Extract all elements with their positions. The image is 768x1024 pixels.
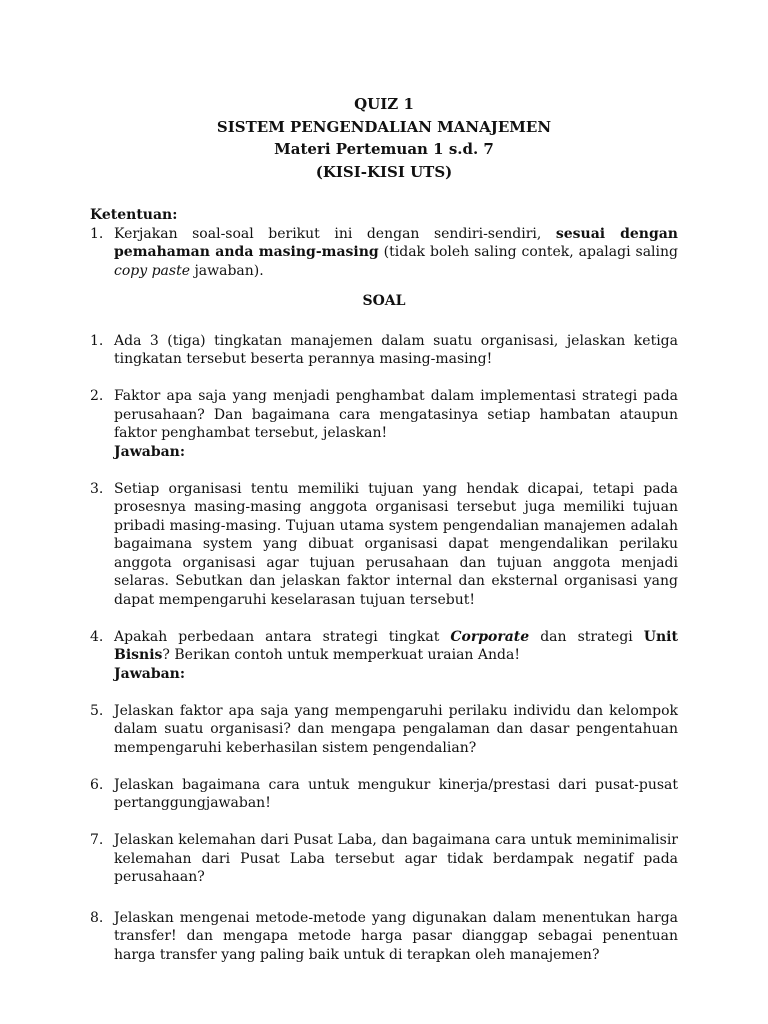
question-number: 2. — [90, 388, 104, 404]
quiz-title: QUIZ 1 — [354, 95, 414, 113]
question-text: Apakah perbedaan antara strategi tingkat — [114, 628, 451, 645]
answer-label: Jawaban: — [114, 665, 186, 682]
questions-list — [90, 332, 678, 965]
question-text: ? Berikan contoh untuk memperkuat uraian Anda! — [162, 647, 520, 663]
question-number: 8. — [90, 909, 104, 926]
document-header — [90, 93, 678, 183]
question-number: 5. — [90, 702, 104, 719]
rule-text: (tidak boleh saling contek, apalagi saling — [378, 244, 678, 260]
question-item — [90, 909, 678, 965]
question-text: Ada 3 (tiga) tingkatan manajemen dalam suatu organisasi, jelaskan ketiga tingkatan tersebut beserta perannya masing-masing! — [114, 332, 678, 367]
question-text: Jelaskan faktor apa saja yang mempengaruhi perilaku individu dan kelompok dalam suatu organisasi? dan mengapa pengalaman dan dasar pengentahuan mempengaruhi keberhasilan sistem pengendalian? — [114, 702, 678, 756]
exam-subtitle: (KISI-KISI UTS) — [315, 162, 453, 181]
question-item — [90, 628, 678, 684]
questions-heading: SOAL — [362, 293, 406, 309]
question-item — [90, 776, 678, 813]
course-title: SISTEM PENGENDALIAN MANAJEMEN — [216, 117, 552, 136]
question-text: Setiap organisasi tentu memiliki tujuan yang hendak dicapai, tetapi pada prosesnya masing-masing anggota organisasi tersebut juga memiliki tujuan pribadi masing-masing. Tujuan utama system pengendalian manajemen adalah bagaimana system yang dibuat organisasi dapat mengendalikan perilaku anggota organisasi agar tujuan perusahaan dan tujuan anggota menjadi selaras. Sebutkan dan jelaskan faktor internal dan eksternal organisasi yang dapat mempengaruhi keselarasan tujuan tersebut! — [114, 480, 678, 608]
rules-list — [90, 225, 678, 281]
question-item — [90, 480, 678, 610]
question-number: 1. — [90, 332, 104, 349]
question-text: Jelaskan kelemahan dari Pusat Laba, dan bagaimana cara untuk meminimalisir kelemahan dari Pusat Laba tersebut agar tidak berdampak negatif pada perusahaan? — [114, 832, 678, 885]
rule-text: Kerjakan soal-soal berikut ini dengan sendiri-sendiri, — [114, 225, 556, 242]
question-text: Jelaskan mengenai metode-metode yang digunakan dalam menentukan harga transfer! dan mengapa metode harga pasar dianggap sebagai penentuan harga transfer yang paling baik untuk di terapkan oleh manajemen? — [114, 909, 678, 963]
rule-item — [90, 225, 678, 281]
material-range: Materi Pertemuan 1 s.d. 7 — [274, 140, 494, 158]
question-number: 3. — [90, 480, 104, 497]
question-text: dan strategi — [529, 628, 644, 645]
question-number: 7. — [90, 832, 104, 848]
question-item — [90, 332, 678, 369]
rules-heading: Ketentuan: — [90, 207, 178, 223]
question-text-bold: Unit Bisnis — [114, 628, 678, 663]
question-text-bold-italic: Corporate — [450, 628, 530, 645]
answer-label: Jawaban: — [114, 443, 186, 460]
question-item — [90, 831, 678, 887]
rule-text: jawaban). — [190, 262, 264, 279]
question-text: Jelaskan bagaimana cara untuk mengukur kinerja/prestasi dari pusat-pusat pertanggungjawaban! — [114, 776, 678, 811]
question-item — [90, 387, 678, 461]
question-number: 4. — [90, 628, 104, 645]
rule-number: 1. — [90, 225, 104, 242]
question-text: Faktor apa saja yang menjadi penghambat dalam implementasi strategi pada perusahaan? Dan bagaimana cara mengatasinya setiap hambatan ataupun faktor penghambat tersebut, jelaskan! — [114, 388, 678, 441]
question-number: 6. — [90, 776, 104, 793]
rule-text-bold: sesuai dengan pemahaman anda masing-masing — [114, 225, 678, 260]
question-item — [90, 702, 678, 758]
rule-text-italic: copy paste — [114, 262, 190, 279]
